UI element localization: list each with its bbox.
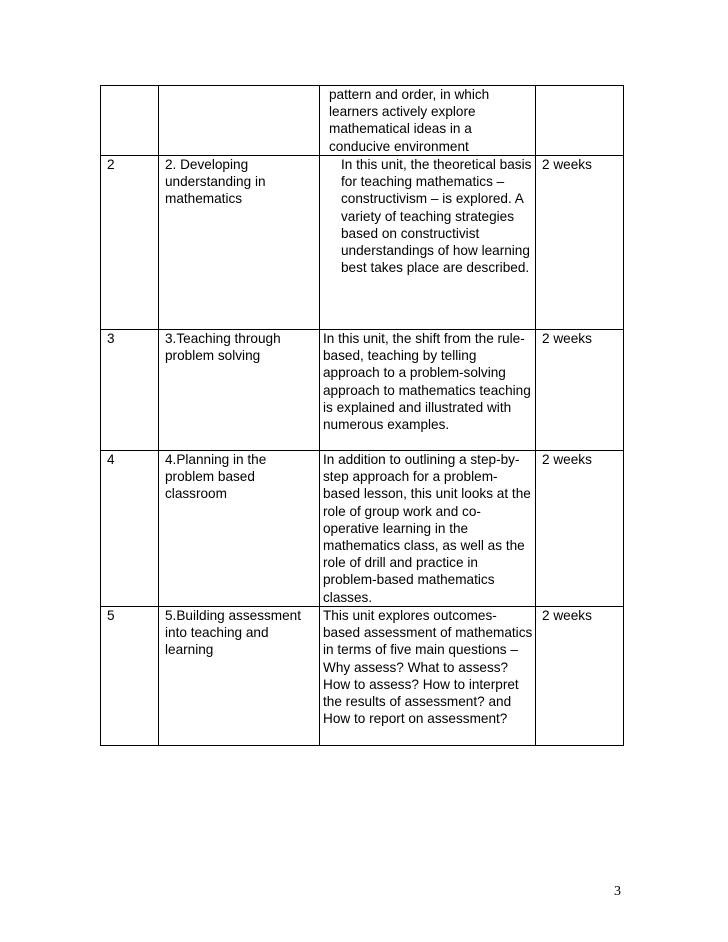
- unit-description-cell: In addition to outlining a step-by-step approach for a problem-based lesson, this unit looks at the role of group work and co-operative learning in the mathematics class, as well as the role of drill and practice in problem-based mathematics classes.: [320, 451, 536, 607]
- course-units-table: [100, 85, 624, 746]
- unit-number-cell: 3: [101, 330, 159, 451]
- unit-duration-cell: 2 weeks: [536, 451, 624, 607]
- table-row: [101, 451, 624, 607]
- unit-number-cell: 4: [101, 451, 159, 607]
- unit-title-cell: 4.Planning in the problem based classroom: [159, 451, 320, 607]
- unit-number-cell: [101, 86, 159, 156]
- page-number: 3: [614, 884, 621, 899]
- unit-title-cell: [159, 86, 320, 156]
- table-row: [101, 86, 624, 156]
- table-row: [101, 607, 624, 746]
- unit-number-cell: 5: [101, 607, 159, 746]
- table-row: [101, 156, 624, 330]
- unit-description-cell: This unit explores outcomes-based assessment of mathematics in terms of five main questions – Why assess? What to assess? How to assess? How to interpret the results of assessment? and How to report on assessment?: [320, 607, 536, 746]
- unit-duration-cell: 2 weeks: [536, 607, 624, 746]
- table-row: [101, 330, 624, 451]
- unit-duration-cell: 2 weeks: [536, 330, 624, 451]
- unit-duration-cell: 2 weeks: [536, 156, 624, 330]
- unit-duration-cell: [536, 86, 624, 156]
- unit-description-cell: In this unit, the shift from the rule-based, teaching by telling approach to a problem-solving approach to mathematics teaching is explained and illustrated with numerous examples.: [320, 330, 536, 451]
- unit-number-cell: 2: [101, 156, 159, 330]
- unit-title-cell: 3.Teaching through problem solving: [159, 330, 320, 451]
- unit-title-cell: 2. Developing understanding in mathematics: [159, 156, 320, 330]
- unit-description-cell: pattern and order, in which learners actively explore mathematical ideas in a conducive environment: [320, 86, 536, 156]
- unit-description-cell: In this unit, the theoretical basis for teaching mathematics – constructivism – is explored. A variety of teaching strategies based on constructivist understandings of how learning best takes place are described.: [320, 156, 536, 330]
- unit-title-cell: 5.Building assessment into teaching and learning: [159, 607, 320, 746]
